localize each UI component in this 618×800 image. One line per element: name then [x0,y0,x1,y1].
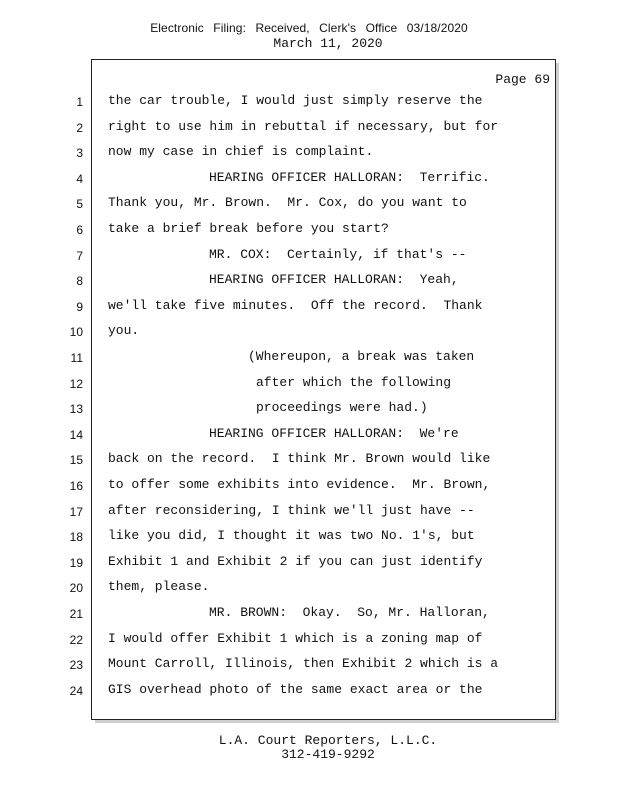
transcript-line [0,554,618,574]
reporter-company: L.A. Court Reporters, L.L.C. [218,733,438,748]
transcript-line [0,298,618,318]
line-text: you. [108,323,140,339]
transcript-line [0,144,618,164]
line-text: MR. COX: Certainly, if that's -- [209,246,467,262]
transcript-line [0,323,618,343]
line-number: 24 [69,683,83,698]
line-text: Exhibit 1 and Exhibit 2 if you can just identify [108,553,483,569]
line-text: Thank you, Mr. Brown. Mr. Cox, do you want to [108,195,467,211]
transcript-line [0,400,618,420]
transcript-line [0,503,618,523]
transcript-line [0,272,618,292]
line-number: 23 [69,658,83,673]
transcript-line [0,477,618,497]
line-text: we'll take five minutes. Off the record. Thank [108,297,483,313]
line-number: 5 [76,197,83,212]
line-number: 6 [76,223,83,237]
line-text: now my case in chief is complaint. [108,144,374,160]
line-number: 15 [69,453,83,468]
line-text: right to use him in rebuttal if necessary, but for [108,118,499,134]
transcript-line [0,195,618,215]
line-text: HEARING OFFICER HALLORAN: Terrific. [209,169,490,185]
line-text: HEARING OFFICER HALLORAN: We're [209,425,459,441]
line-text: I would offer Exhibit 1 which is a zoning map of [108,630,483,646]
line-text: them, please. [108,579,210,595]
transcript-line [0,682,618,702]
hearing-date: March 11, 2020 [273,36,383,51]
transcript-line [0,93,618,113]
line-number: 4 [76,171,83,186]
page-number: Page 69 [495,72,550,87]
transcript-line [0,528,618,548]
line-number: 1 [76,95,83,109]
line-text: proceedings were had.) [256,400,428,416]
line-number: 19 [69,555,83,570]
transcript-line [0,631,618,651]
line-text: HEARING OFFICER HALLORAN: Yeah, [209,272,459,288]
transcript-line [0,605,618,625]
line-text: back on the record. I think Mr. Brown would like [108,451,491,467]
transcript-line [0,451,618,471]
line-text: GIS overhead photo of the same exact area or the [108,681,483,697]
line-number: 13 [69,402,83,417]
line-number: 9 [76,299,83,314]
line-number: 3 [76,146,83,161]
line-number: 22 [69,632,83,647]
transcript-line [0,579,618,599]
transcript-line [0,221,618,241]
line-text: like you did, I thought it was two No. 1's, but [108,528,475,544]
transcript-line [0,426,618,446]
transcript-line [0,119,618,139]
line-text: to offer some exhibits into evidence. Mr. Brown, [108,477,491,492]
line-text: Mount Carroll, Illinois, then Exhibit 2 which is a [108,656,499,672]
line-number: 11 [70,351,83,365]
transcript-line [0,247,618,267]
line-number: 21 [69,607,83,621]
reporter-phone: 312-419-9292 [281,747,375,762]
transcript-line [0,349,618,369]
transcript-line [0,656,618,676]
line-text: after reconsidering, I think we'll just have -- [108,502,475,518]
transcript-line [0,375,618,395]
line-text: the car trouble, I would just simply reserve the [108,93,483,108]
line-number: 7 [76,248,83,263]
line-number: 20 [69,581,83,596]
filing-stamp: Electronic Filing: Received, Clerk's Office 03/18/2020 [150,21,468,35]
line-number: 10 [69,325,83,340]
line-number: 18 [69,530,83,545]
transcript-line [0,170,618,190]
line-text: after which the following [256,374,452,390]
line-text: MR. BROWN: Okay. So, Mr. Halloran, [209,605,490,620]
line-text: (Whereupon, a break was taken [248,349,475,364]
line-number: 14 [69,427,83,442]
line-number: 17 [69,504,83,519]
line-number: 16 [69,479,83,493]
line-number: 2 [76,120,83,135]
line-number: 12 [69,376,83,391]
line-text: take a brief break before you start? [108,221,389,236]
line-number: 8 [76,274,83,289]
